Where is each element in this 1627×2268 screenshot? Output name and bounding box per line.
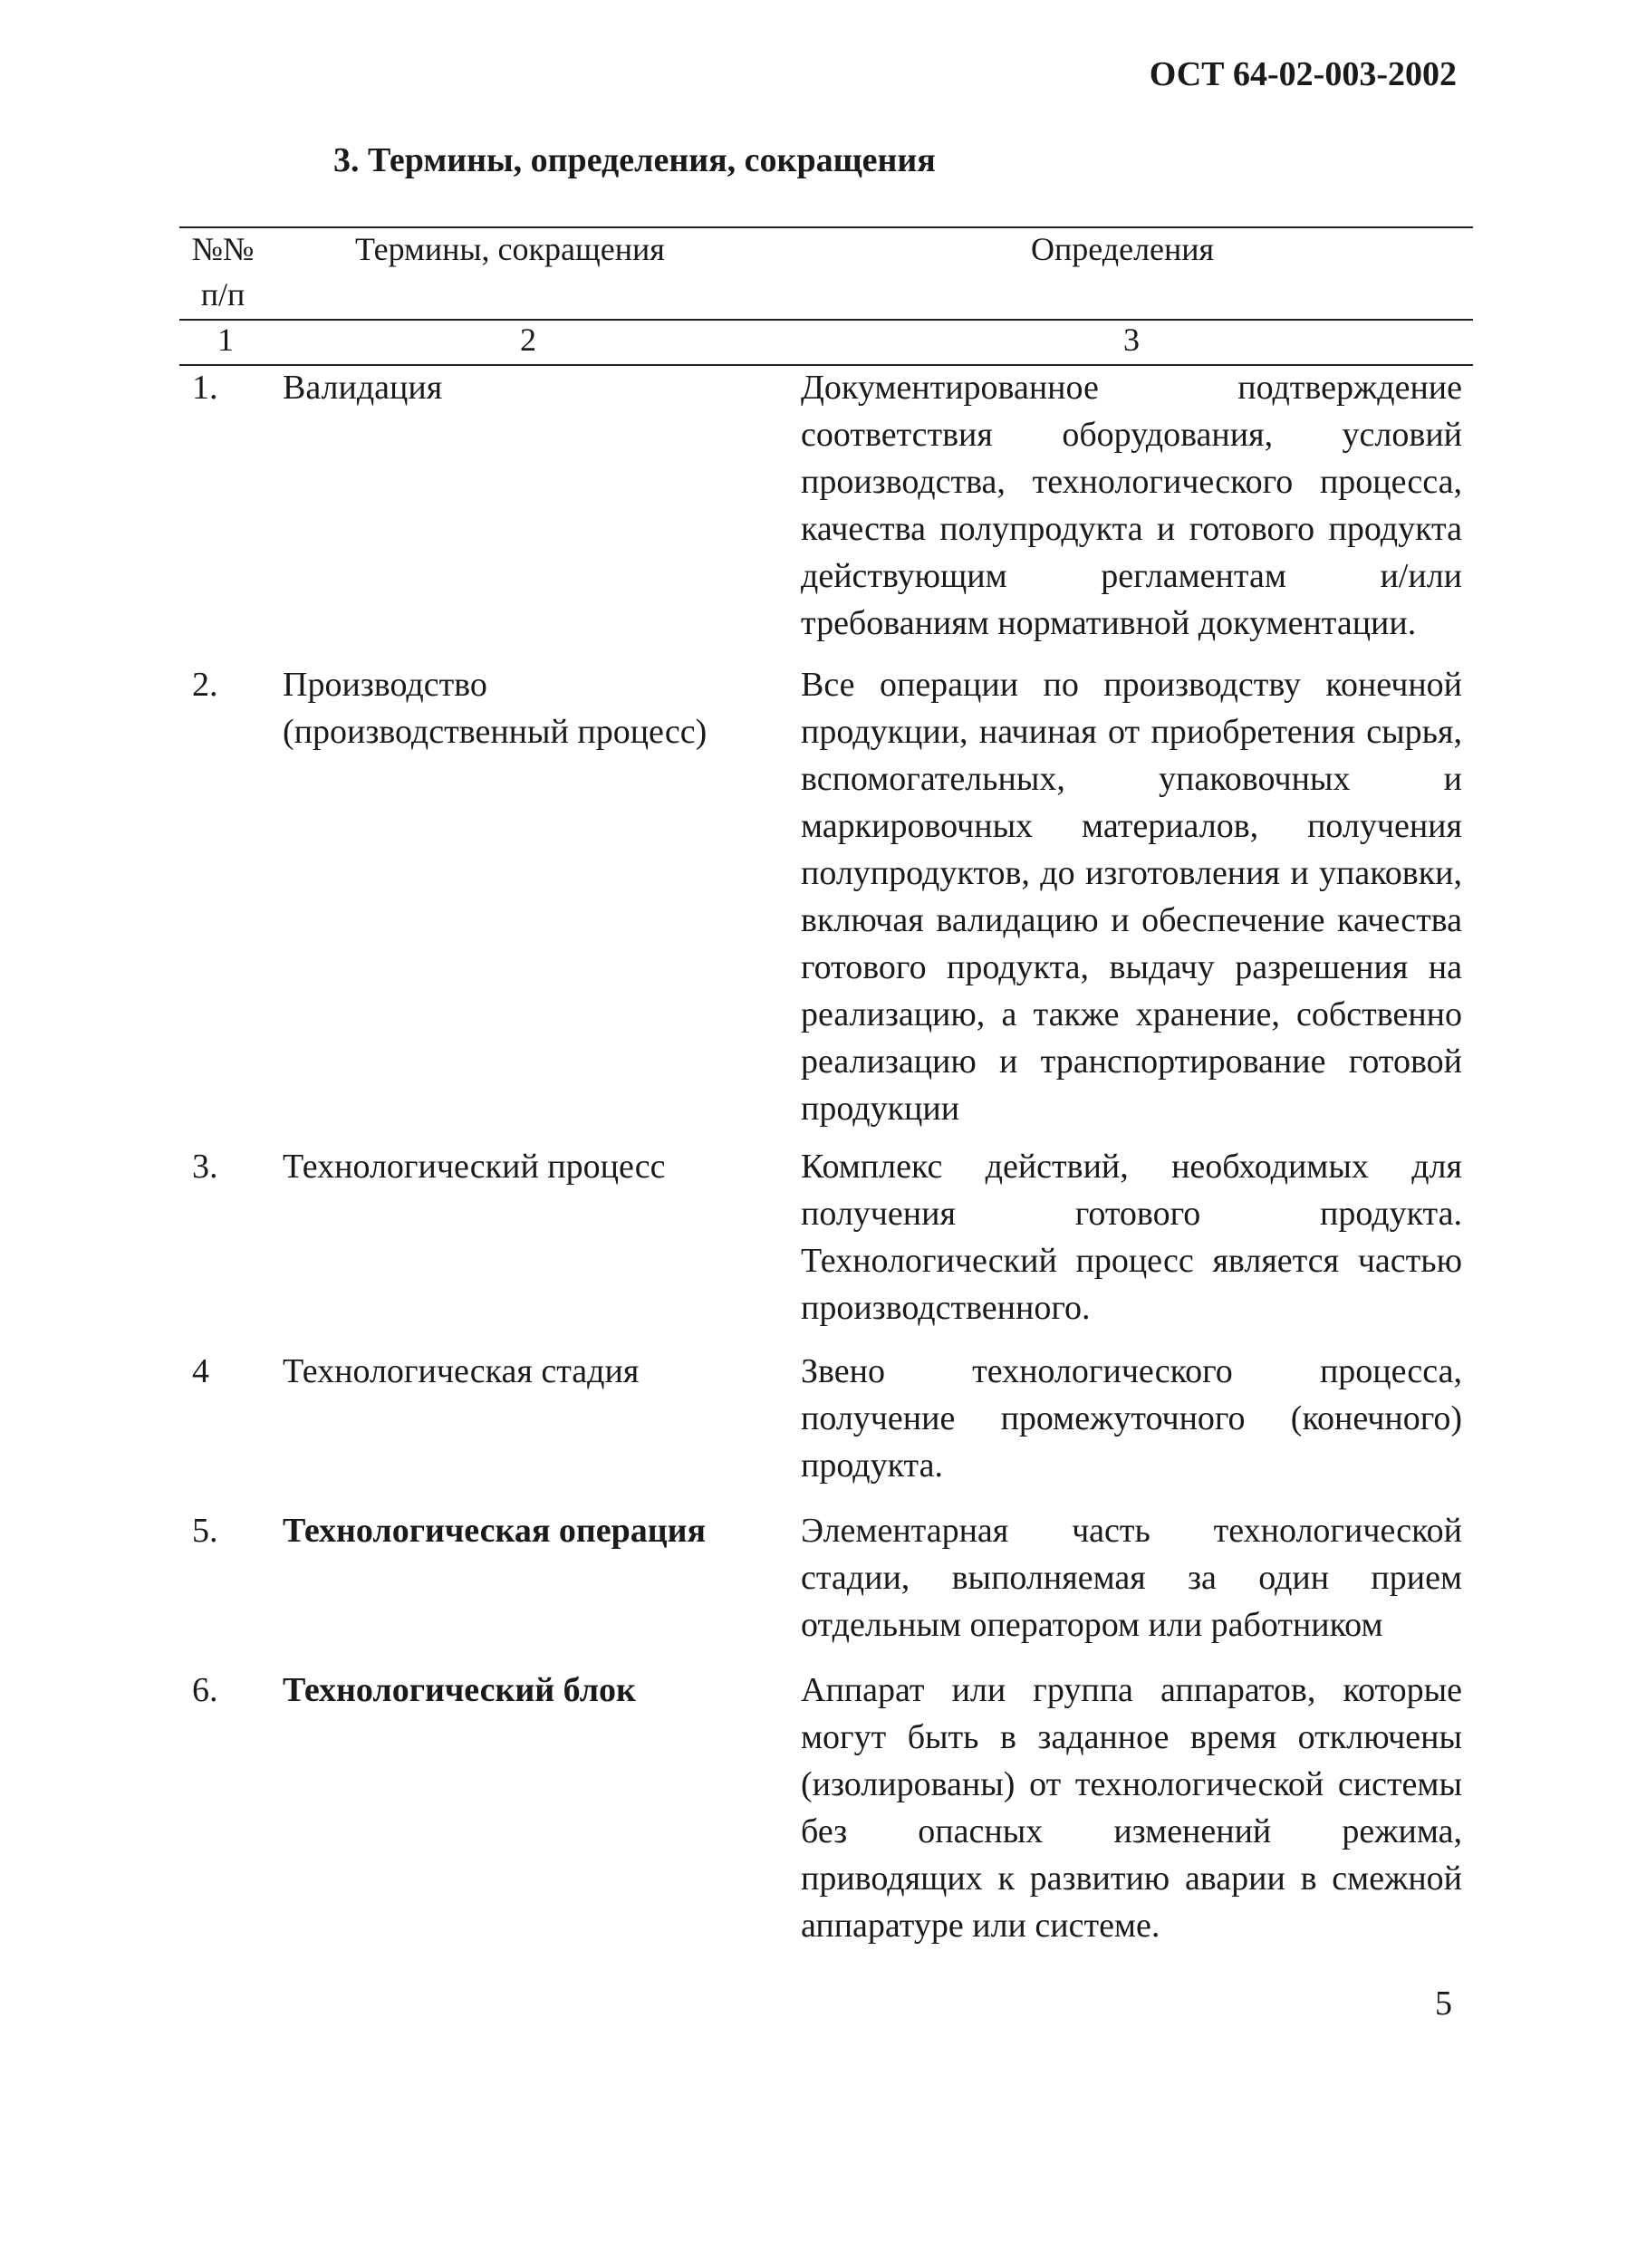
row-1-definition: Документированное подтверждение соответствия оборудования, условий производства, технологического процесса, качества полупродукта и готового продукта действующим регламентам и/или требованиям нормативной документации. [801, 369, 1462, 642]
header-definition: Определения [1031, 231, 1215, 267]
column-number-2: 2 [520, 322, 536, 358]
page-number: 5 [1435, 1985, 1452, 2023]
row-5-term: Технологическая операция [283, 1512, 707, 1550]
row-4-term: Технологическая стадия [283, 1352, 640, 1390]
row-1-num: 1. [192, 369, 218, 407]
header-num: №№ п/п [191, 231, 255, 312]
row-2-num: 2. [192, 666, 218, 704]
row-2-definition: Все операции по производству конечной продукции, начиная от приобретения сырья, вспомогательных, упаковочных и маркировочных материалов, получения полупродуктов, до изготовления и упаковки, включая валидацию и обеспечение качества готового продукта, выдачу разрешения на реализацию, а также хранение, собственно реализацию и транспортирование готовой продукции [801, 666, 1462, 1128]
row-6-definition: Аппарат или группа аппаратов, которые могут быть в заданное время отключены (изолированы) от технологической системы без опасных изменений режима, приводящих к развитию аварии в смежной аппаратуре или системе. [801, 1671, 1462, 1945]
row-5-num: 5. [192, 1512, 218, 1550]
section-title: 3. Термины, определения, сокращения [333, 141, 936, 179]
row-6-num: 6. [192, 1671, 218, 1709]
row-6-term: Технологический блок [283, 1671, 636, 1709]
row-5-definition: Элементарная часть технологической стадии, выполняемая за один прием отдельным оператором или работником [801, 1512, 1462, 1644]
column-number-1: 1 [217, 322, 234, 358]
header-bottom-rule [179, 319, 1473, 321]
column-number-3: 3 [1123, 322, 1140, 358]
row-1-term: Валидация [283, 369, 443, 407]
row-4-num: 4 [192, 1352, 209, 1390]
row-3-term: Технологический процесс [283, 1148, 666, 1186]
header-term: Термины, сокращения [355, 231, 665, 267]
row-3-definition: Комплекс действий, необходимых для получения готового продукта. Технологический процесс является частью производственного. [801, 1148, 1462, 1327]
document-code: ОСТ 64-02-003-2002 [1149, 55, 1457, 93]
row-2-term: Производство (производственный процесс) [283, 666, 708, 751]
row-3-num: 3. [192, 1148, 218, 1186]
row-4-definition: Звено технологического процесса, получение промежуточного (конечного) продукта. [801, 1352, 1462, 1485]
